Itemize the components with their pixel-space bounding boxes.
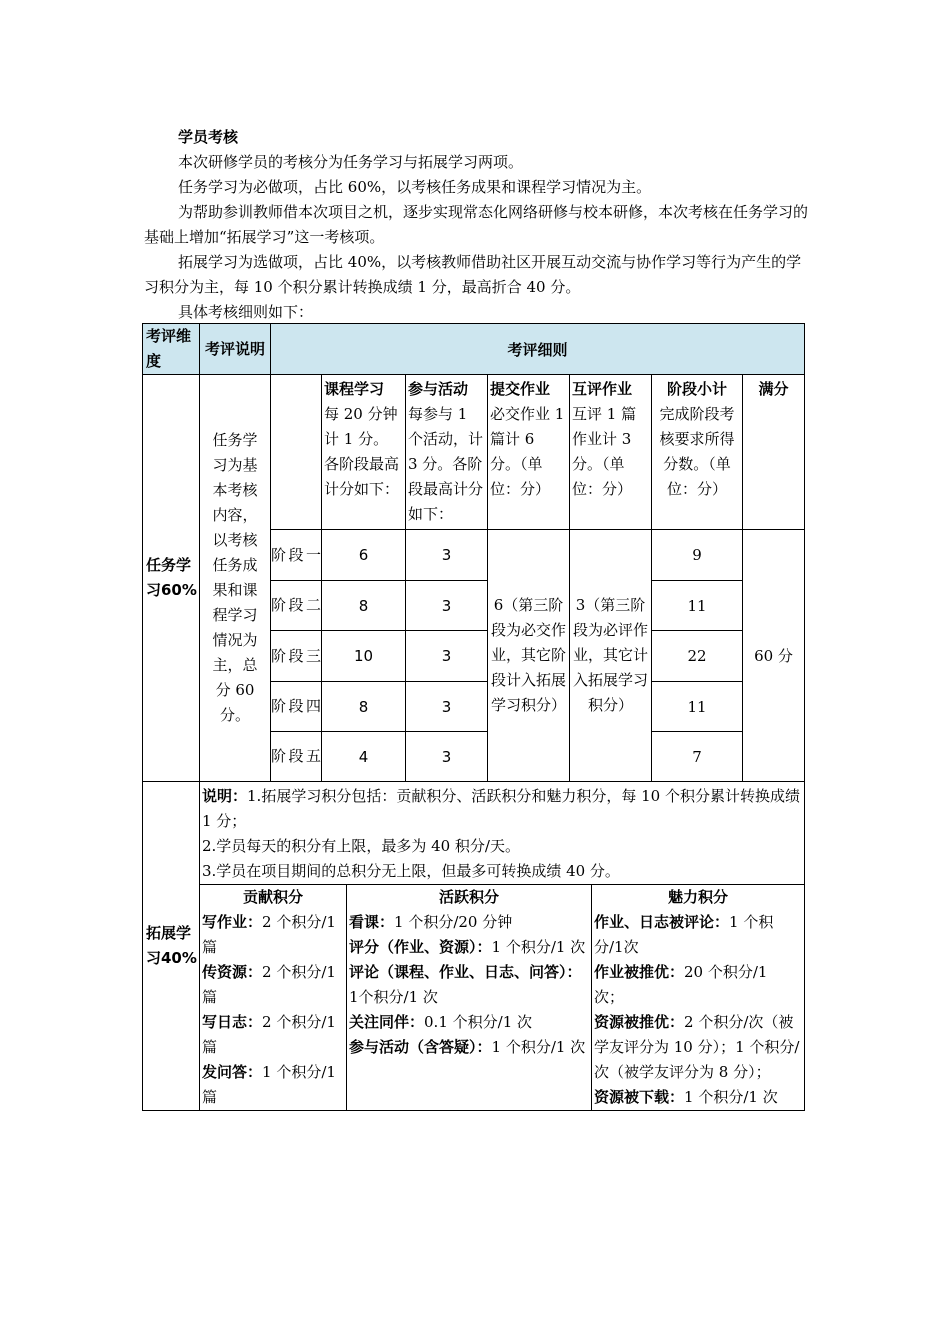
stage-course-value: 6 [322,530,406,581]
stage-corner-cell [271,375,322,530]
contribution-title: 贡献积分 [242,888,303,906]
ext-note-3: 3.学员在项目期间的总积分无上限，但最多可转换成绩 40 分。 [202,862,620,880]
ext-item-value: 1 个积分/1 次 [491,1038,586,1056]
stage-course-value: 4 [322,732,406,782]
col-review [570,375,652,530]
ext-notes [200,782,804,884]
ext-item-key: 参与活动（含答疑）： [349,1038,492,1056]
intro-paragraph-1: 本次研修学员的考核分为任务学习与拓展学习两项。 [178,153,524,171]
ext-item-key: 传资源： [202,963,263,981]
ext-item-value: 0.1 个积分/1 次 [424,1013,533,1031]
stage-subtotal-value: 9 [652,530,743,581]
task-detail-cell [271,375,805,782]
ext-item-key: 发问答： [202,1063,263,1081]
full-score-value: 60 分 [743,530,805,782]
col-activity-title: 参与活动 [408,380,469,398]
ext-item-key: 作业、日志被评论： [594,913,730,931]
stage-name: 阶段三 [271,631,322,682]
ext-detail-cell [200,782,805,1111]
stage-activity-value: 3 [406,732,488,782]
ext-item-value: 2 个积分/1篇 [202,963,336,1006]
ext-item-value: 1 个积分/1篇 [202,1063,336,1106]
stage-activity-value: 3 [406,581,488,631]
ext-item [349,1035,589,1060]
stage-subtotal-value: 11 [652,581,743,631]
charm-points-title: 魅力积分 [667,888,728,906]
stage-course-value: 8 [322,682,406,732]
ext-item-value: 2 个积分/次（被学友评分为 10 分）；1 个积分/次（被学友评分为 8 分）； [594,1013,800,1081]
ext-item [349,960,589,1010]
task-detail-table [270,374,805,782]
ext-item-key: 评论（课程、作业、日志、问答）： [349,963,582,981]
header-dimension: 考评维度 [143,324,200,375]
intro-paragraph-3: 为帮助参训教师借本次项目之机，逐步实现常态化网络研修与校本研修，本次考核在任务学习的基础上增加“拓展学习”这一考核项。 [144,203,809,246]
ext-item [202,910,344,960]
ext-item-value: 20 个积分/1 次； [594,963,768,1006]
activity-points-title: 活跃积分 [438,888,499,906]
ext-item-key: 资源被下载： [594,1088,685,1106]
ext-item [202,1060,344,1110]
review-merged-cell: 3（第三阶段为必评作业，其它计入拓展学习积分） [570,530,652,782]
col-homework-title: 提交作业 [490,380,551,398]
ext-item-value: 1 个积分/1 次 [491,938,586,956]
ext-item-key: 写日志： [202,1013,263,1031]
activity-points-column [347,885,592,1111]
intro-paragraph-4: 拓展学习为选做项，占比 40%，以考核教师借助社区开展互动交流与协作学习等行为产生的学习积分为主，每 10 个积分累计转换成绩 1 分，最高折合 40 分。 [144,253,802,296]
col-homework [488,375,570,530]
ext-item [349,910,589,935]
intro-paragraph-2: 任务学习为必做项，占比 60%，以考核任务成果和课程学习情况为主。 [178,178,652,196]
col-full-score: 满分 [743,375,805,530]
stage-activity-value: 3 [406,631,488,682]
section-heading: 学员考核 [178,128,239,146]
ext-item [594,960,802,1010]
stage-course-value: 8 [322,581,406,631]
ext-item-key: 作业被推优： [594,963,685,981]
ext-item-key: 看课： [349,913,395,931]
ext-note-2: 2.学员每天的积分有上限，最多为 40 积分/天。 [202,837,520,855]
assessment-table [142,323,805,1111]
homework-merged-cell: 6（第三阶段为必交作业，其它阶段计入拓展学习积分） [488,530,570,782]
ext-item [349,1010,589,1035]
ext-item-value: 1个积分/1 次 [349,988,438,1006]
col-subtotal [652,375,743,530]
ext-item-value: 2 个积分/1篇 [202,913,336,956]
ext-item-value: 1 个积分/20 分钟 [394,913,513,931]
ext-dimension: 拓展学习40% [143,782,200,1111]
stage-activity-value: 3 [406,682,488,732]
ext-item-key: 资源被推优： [594,1013,685,1031]
col-course-text: 每 20 分钟计 1 分。各阶段最高计分如下： [324,405,400,498]
col-review-title: 互评作业 [572,380,633,398]
stage-name: 阶段二 [271,581,322,631]
ext-item-key: 关注同伴： [349,1013,425,1031]
ext-item-key: 评分（作业、资源）： [349,938,492,956]
ext-item-value: 1 个积分/1次 [594,913,774,956]
charm-points-column [592,885,805,1111]
ext-item-value: 1 个积分/1 次 [684,1088,778,1106]
stage-subtotal-value: 7 [652,732,743,782]
task-dimension: 任务学习60% [143,375,200,782]
col-subtotal-text: 完成阶段考核要求所得分数。（单位：分） [659,405,735,498]
col-homework-text: 必交作业 1 篇计 6 分。（单位：分） [490,405,565,498]
ext-item-key: 写作业： [202,913,263,931]
ext-note-label: 说明： [202,787,248,805]
stage-course-value: 10 [322,631,406,682]
ext-item-value: 2 个积分/1篇 [202,1013,336,1056]
ext-note-1 [202,784,802,834]
col-course-title: 课程学习 [324,380,385,398]
stage-activity-value: 3 [406,530,488,581]
ext-item [594,1010,802,1085]
stage-name: 阶段五 [271,732,322,782]
ext-item [202,1010,344,1060]
ext-note-1-text: 1.拓展学习积分包括：贡献积分、活跃积分和魅力积分，每 10 个积分累计转换成绩 1 分； [202,787,800,830]
col-review-text: 互评 1 篇作业计 3 分。（单位：分） [572,405,637,498]
ext-item [202,960,344,1010]
col-activity-text: 每参与 1 个活动，计 3 分。各阶段最高计分如下： [408,405,484,523]
col-course [322,375,406,530]
intro-paragraph-5: 具体考核细则如下： [178,303,314,321]
header-detail: 考评细则 [271,324,805,375]
col-subtotal-title: 阶段小计 [666,380,727,398]
stage-subtotal-value: 22 [652,631,743,682]
stage-subtotal-value: 11 [652,682,743,732]
contribution-column [200,885,347,1111]
ext-item [594,910,802,960]
col-activity [406,375,488,530]
task-description: 任务学习为基本考核内容，以考核任务成果和课程学习情况为主，总分 60分。 [200,375,271,782]
ext-item [349,935,589,960]
stage-name: 阶段一 [271,530,322,581]
header-description: 考评说明 [200,324,271,375]
ext-points-table [199,884,805,1111]
ext-item [594,1085,802,1110]
stage-name: 阶段四 [271,682,322,732]
